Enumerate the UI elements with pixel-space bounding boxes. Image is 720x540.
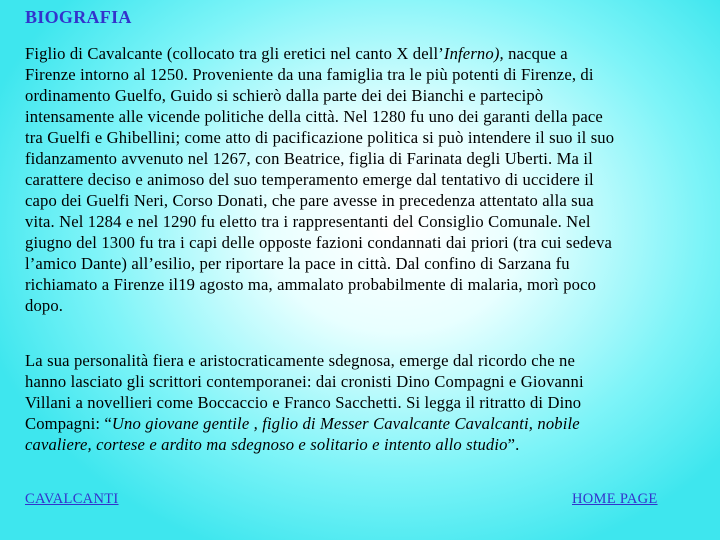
page-title: BIOGRAFIA	[25, 7, 132, 27]
text-line	[25, 434, 705, 455]
quote-text: Uno giovane gentile , figlio di Messer Cavalcante Cavalcanti, nobile	[111, 414, 580, 433]
text-line: ordinamento Guelfo, Guido si schierò dalla parte dei dei Bianchi e partecipò	[25, 86, 544, 105]
text-segment: ”.	[507, 435, 520, 454]
text-line: vita. Nel 1284 e nel 1290 fu eletto tra i rappresentanti del Consiglio Comunale. Nel	[25, 212, 591, 231]
text-segment: Compagni: “	[25, 414, 112, 433]
text-line: l’amico Dante) all’esilio, per riportare la pace in città. Dal confino di Sarzana fu	[25, 254, 570, 273]
quote-text: cavaliere, cortese e ardito ma sdegnoso e solitario e intento allo studio	[25, 435, 508, 454]
text-line: La sua personalità fiera e aristocraticamente sdegnosa, emerge dal ricordo che ne	[25, 351, 575, 370]
text-line: Firenze intorno al 1250. Proveniente da una famiglia tra le più potenti di Firenze, di	[25, 65, 594, 84]
text-line: carattere deciso e animoso del suo temperamento emerge dal tentativo di uccidere il	[25, 170, 594, 189]
text-segment: nacque a	[503, 44, 568, 63]
text-line: tra Guelfi e Ghibellini; come atto di pacificazione politica si può intendere il suo il suo	[25, 128, 615, 147]
biography-paragraph	[25, 43, 705, 316]
cavalcanti-link[interactable]: CAVALCANTI	[25, 491, 119, 507]
text-line: intensamente alle vicende politiche della città. Nel 1280 fu uno dei garanti della pace	[25, 107, 603, 126]
personality-paragraph	[25, 350, 705, 455]
text-line	[25, 43, 705, 64]
text-line	[25, 413, 705, 434]
text-line: Villani a novellieri come Boccaccio e Franco Sacchetti. Si legga il ritratto di Dino	[25, 393, 582, 412]
text-line: capo dei Guelfi Neri, Corso Donati, che pare avesse in precedenza attentato alla sua	[25, 191, 594, 210]
text-line: hanno lasciato gli scrittori contemporanei: dai cronisti Dino Compagni e Giovanni	[25, 372, 584, 391]
text-segment: Figlio di Cavalcante (collocato tra gli eretici nel canto X dell’	[25, 44, 444, 63]
home-page-link[interactable]: HOME PAGE	[572, 491, 658, 507]
text-line: dopo.	[25, 296, 64, 315]
text-line: richiamato a Firenze il19 agosto ma, ammalato probabilmente di malaria, morì poco	[25, 275, 597, 294]
text-line: fidanzamento avvenuto nel 1267, con Beatrice, figlia di Farinata degli Uberti. Ma il	[25, 149, 593, 168]
text-line: giugno del 1300 fu tra i capi delle opposte fazioni condannati dai priori (tra cui sedeva	[25, 233, 613, 252]
italic-work-title: Inferno),	[443, 44, 504, 63]
